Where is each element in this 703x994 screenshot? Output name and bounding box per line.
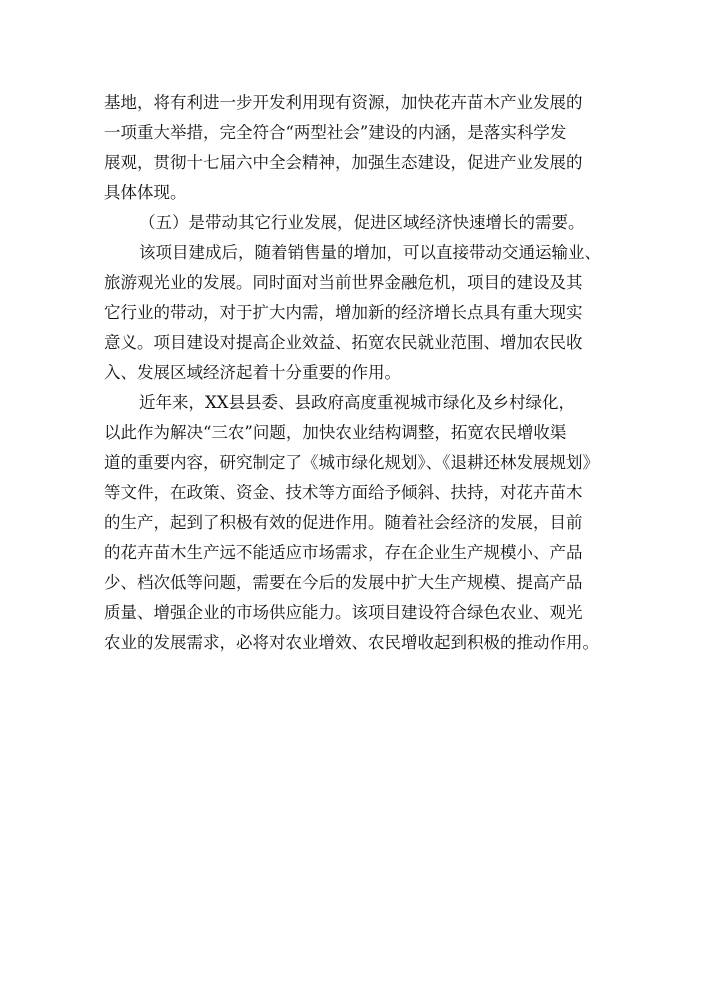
text-line: 的花卉苗木生产远不能适应市场需求，存在企业生产规模小、产品 <box>104 543 583 562</box>
text-line: 质量、增强企业的市场供应能力。该项目建设符合绿色农业、观光 <box>104 603 583 622</box>
text-line: 旅游观光业的发展。同时面对当前世界金融危机，项目的建设及其 <box>104 273 583 292</box>
text-line: 一项重大举措，完全符合“两型社会”建设的内涵，是落实科学发 <box>104 123 567 142</box>
text-line: 意义。项目建设对提高企业效益、拓宽农民就业范围、增加农民收 <box>104 333 583 352</box>
text-line: 少、档次低等问题，需要在今后的发展中扩大生产规模、提高产品 <box>104 573 583 592</box>
text-line: 等文件，在政策、资金、技术等方面给予倾斜、扶持，对花卉苗木 <box>104 483 583 502</box>
text-line: 入、发展区域经济起着十分重要的作用。 <box>104 363 401 382</box>
paragraph-continuation <box>104 88 604 208</box>
text-line: 以此作为解决“三农”问题，加快农业结构调整，拓宽农民增收渠 <box>104 423 567 442</box>
document-body <box>104 88 604 658</box>
text-line: 近年来，XX县县委、县政府高度重视城市绿化及乡村绿化， <box>139 393 575 412</box>
paragraph-project-impact <box>104 238 604 388</box>
paragraph-recent-years <box>104 388 604 658</box>
text-line: 它行业的带动，对于扩大内需，增加新的经济增长点具有重大现实 <box>104 303 583 322</box>
text-line: 展观，贯彻十七届六中全会精神，加强生态建设，促进产业发展的 <box>104 153 583 172</box>
text-line: 基地，将有利进一步开发利用现有资源，加快花卉苗木产业发展的 <box>104 93 583 112</box>
text-line: 具体体现。 <box>104 183 187 202</box>
section-heading-5: （五）是带动其它行业发展，促进区域经济快速增长的需要。 <box>139 213 585 232</box>
text-line: 该项目建成后，随着销售量的增加，可以直接带动交通运输业、 <box>139 243 601 262</box>
text-line: 道的重要内容，研究制定了《城市绿化规划》、《退耕还林发展规划》 <box>104 453 599 472</box>
text-line: 农业的发展需求，必将对农业增效、农民增收起到积极的推动作用。 <box>104 633 599 652</box>
text-line: 的生产，起到了积极有效的促进作用。随着社会经济的发展，目前 <box>104 513 583 532</box>
